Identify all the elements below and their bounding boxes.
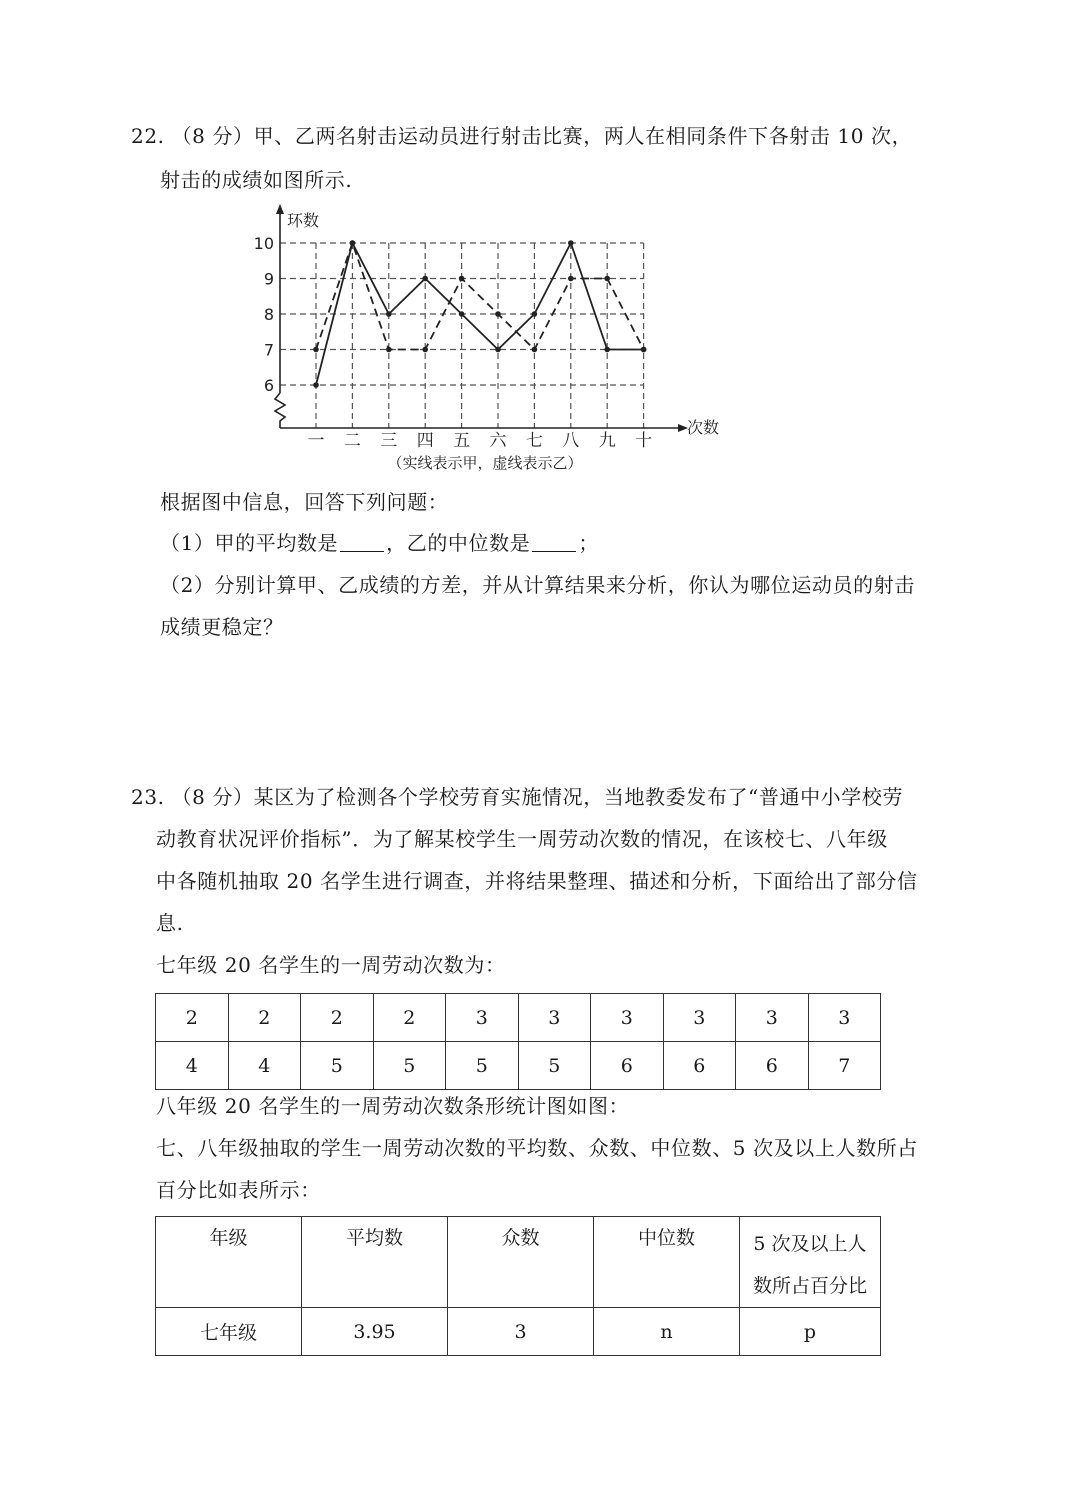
q23-stats-intro-2: 百分比如表所示：	[156, 1178, 321, 1202]
x-tick-label: 十	[635, 431, 653, 451]
data-point	[459, 311, 465, 317]
data-point	[495, 311, 501, 317]
table-cell: 5	[518, 1042, 591, 1090]
table-cell: 2	[228, 994, 301, 1042]
q23-stats-intro-1: 七、八年级抽取的学生一周劳动次数的平均数、众数、中位数、5 次及以上人数所占	[156, 1136, 918, 1160]
answer-blank-mean[interactable]	[340, 531, 384, 552]
x-tick-label: 七	[525, 431, 543, 451]
y-tick-label: 7	[263, 340, 274, 360]
q22-line-1: 22. （8 分）甲、乙两名射击运动员进行射击比赛，两人在相同条件下各射击 10 次，	[131, 124, 913, 148]
chart-x-axis-label: 次数	[687, 418, 720, 437]
x-tick-label: 八	[562, 431, 580, 451]
q22-sub1-part-a: （1）甲的平均数是	[160, 531, 339, 555]
data-point	[495, 347, 501, 353]
data-point	[386, 311, 392, 317]
y-tick-label: 9	[263, 269, 274, 289]
chart-caption: （实线表示甲，虚线表示乙）	[387, 454, 583, 472]
header-mode: 众数	[448, 1217, 594, 1308]
cell-percent: p	[740, 1308, 881, 1356]
stats-table	[155, 1216, 881, 1356]
y-axis-arrow	[276, 204, 284, 214]
chart-y-axis-label: 环数	[287, 211, 320, 230]
q23-grade8-intro: 八年级 20 名学生的一周劳动次数条形统计图如图：	[156, 1094, 630, 1118]
q22-sub1-part-c: ；	[578, 531, 599, 555]
data-point	[350, 240, 356, 246]
cell-grade: 七年级	[156, 1308, 302, 1356]
q22-line-2: 射击的成绩如图所示.	[160, 168, 353, 192]
table-cell: 3	[446, 994, 519, 1042]
q22-prompt: 根据图中信息，回答下列问题：	[160, 490, 449, 514]
q23-line-1: 23. （8 分）某区为了检测各个学校劳育实施情况，当地教委发布了“普通中小学校劳	[131, 785, 904, 809]
data-point	[386, 347, 392, 353]
table-cell: 7	[808, 1042, 881, 1090]
table-cell: 2	[156, 994, 229, 1042]
q22-sub1-part-b: ，乙的中位数是	[386, 531, 531, 555]
data-point	[641, 347, 647, 353]
table-header-row	[156, 1217, 881, 1308]
x-tick-label: 九	[598, 431, 616, 451]
header-percent-line-2: 数所占百分比	[752, 1275, 867, 1297]
cell-mean: 3.95	[302, 1308, 448, 1356]
y-axis-break	[275, 393, 285, 428]
data-point	[422, 347, 428, 353]
x-tick-label: 六	[489, 431, 507, 451]
data-point	[604, 276, 610, 282]
table-cell: 5	[446, 1042, 519, 1090]
shooting-line-chart	[250, 200, 730, 475]
y-tick-label: 10	[253, 234, 274, 253]
series-line-yi	[316, 243, 644, 350]
table-cell: 5	[373, 1042, 446, 1090]
x-tick-label: 三	[380, 431, 398, 451]
header-percent-line-1: 5 次及以上人	[753, 1233, 867, 1255]
data-point	[532, 347, 538, 353]
x-tick-label: 一	[307, 431, 325, 451]
data-point	[313, 382, 319, 388]
x-tick-label: 四	[416, 431, 434, 451]
header-mean: 平均数	[302, 1217, 448, 1308]
table-cell: 3	[736, 994, 809, 1042]
q22-sub2-line-2: 成绩更稳定？	[160, 615, 284, 639]
header-median: 中位数	[594, 1217, 740, 1308]
table-cell: 6	[591, 1042, 664, 1090]
table-row	[156, 1308, 881, 1356]
data-point	[604, 347, 610, 353]
q23-grade7-intro: 七年级 20 名学生的一周劳动次数为：	[156, 953, 506, 977]
y-tick-label: 6	[263, 376, 274, 395]
data-point	[459, 276, 465, 282]
q23-line-3: 中各随机抽取 20 名学生进行调查，并将结果整理、描述和分析，下面给出了部分信	[156, 869, 918, 893]
data-point	[532, 311, 538, 317]
data-point	[422, 276, 428, 282]
table-cell: 3	[518, 994, 591, 1042]
data-point	[568, 276, 574, 282]
data-point	[568, 240, 574, 246]
table-cell: 2	[301, 994, 374, 1042]
table-cell: 5	[301, 1042, 374, 1090]
grade7-data-table	[155, 993, 881, 1090]
table-row	[156, 994, 881, 1042]
table-cell: 6	[663, 1042, 736, 1090]
header-grade: 年级	[156, 1217, 302, 1308]
q22-sub2-line-1: （2）分别计算甲、乙成绩的方差，并从计算结果来分析，你认为哪位运动员的射击	[160, 573, 915, 597]
cell-median: n	[594, 1308, 740, 1356]
table-cell: 2	[373, 994, 446, 1042]
table-cell: 4	[156, 1042, 229, 1090]
table-cell: 4	[228, 1042, 301, 1090]
x-tick-label: 五	[453, 431, 471, 451]
table-cell: 3	[808, 994, 881, 1042]
table-cell: 3	[591, 994, 664, 1042]
q23-line-4: 息.	[156, 911, 184, 935]
table-cell: 3	[663, 994, 736, 1042]
x-tick-label: 二	[343, 431, 361, 451]
cell-mode: 3	[448, 1308, 594, 1356]
table-cell: 6	[736, 1042, 809, 1090]
q22-sub1	[160, 529, 599, 557]
answer-blank-median[interactable]	[532, 531, 576, 552]
y-tick-label: 8	[263, 305, 274, 324]
q23-line-2: 动教育状况评价指标”．为了解某校学生一周劳动次数的情况，在该校七、八年级	[156, 827, 888, 851]
header-percent	[740, 1217, 881, 1308]
data-point	[313, 347, 319, 353]
table-row	[156, 1042, 881, 1090]
